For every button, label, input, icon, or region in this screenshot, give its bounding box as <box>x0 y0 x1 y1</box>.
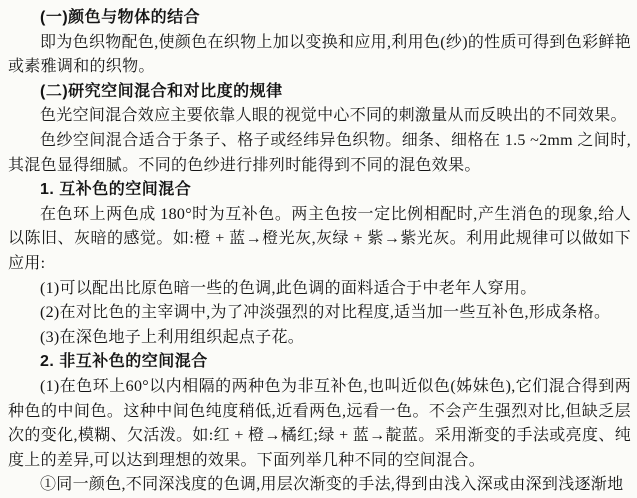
para-gradient-method: ①同一颜色,不同深浅度的色调,用层次渐变的手法,得到由浅入深或由深到浅逐渐地 <box>40 476 624 494</box>
heading-non-complementary-mixing: 2. 非互补色的空间混合 <box>40 353 208 371</box>
para-yarn-mixing: 色纱空间混合适合于条子、格子或经纬异色织物。细条、细格在 1.5 ~2mm 之间时,其混色显得细腻。不同的色纱进行排列时能得到不同的混色效果。 <box>8 131 631 174</box>
para-application-2: (2)在对比色的主宰调中,为了冲淡强烈的对比程度,适当加一些互补色,形成条格。 <box>40 304 611 322</box>
heading-space-mixing-contrast-rule: (二)研究空间混合和对比度的规律 <box>40 82 283 100</box>
para-application-3: (3)在深色地子上利用组织起点子花。 <box>40 328 305 346</box>
heading-color-object-combination: (一)颜色与物体的结合 <box>40 9 201 26</box>
para-application-1: (1)可以配出比原色暗一些的色调,此色调的面料适合于中老年人穿用。 <box>40 279 537 297</box>
para-light-mixing-effect: 色光空间混合效应主要依靠人眼的视觉中心不同的刺激量从而反映出的不同效果。 <box>40 107 627 125</box>
heading-complementary-mixing: 1. 互补色的空间混合 <box>40 181 192 199</box>
para-non-complementary-explanation: (1)在色环上60°以内相隔的两种色为非互补色,也叫近似色(姊妹色),它们混合得到两种色的中间色。这种中间色纯度稍低,近看两色,远看一色。不会产生强烈对比,但缺乏层次的变化,模糊、欠活泼。如:红 + 橙→橘红;绿 + 蓝→靛蓝。采用渐变的手法或亮度、纯度上的差异,可以达到理想的效果。下面列举几种不同的空间混合。 <box>8 377 631 469</box>
para-complementary-explanation: 在色环上两色成 180°时为互补色。两主色按一定比例相配时,产生消色的现象,给人以陈旧、灰暗的感觉。如:橙 + 蓝→橙光灰,灰绿 + 紫→紫光灰。利用此规律可以做如下应用: <box>8 205 631 272</box>
para-color-fabric-intro: 即为色织物配色,使颜色在织物上加以变换和应用,利用色(纱)的性质可得到色彩鲜艳或素雅调和的织物。 <box>8 33 631 76</box>
